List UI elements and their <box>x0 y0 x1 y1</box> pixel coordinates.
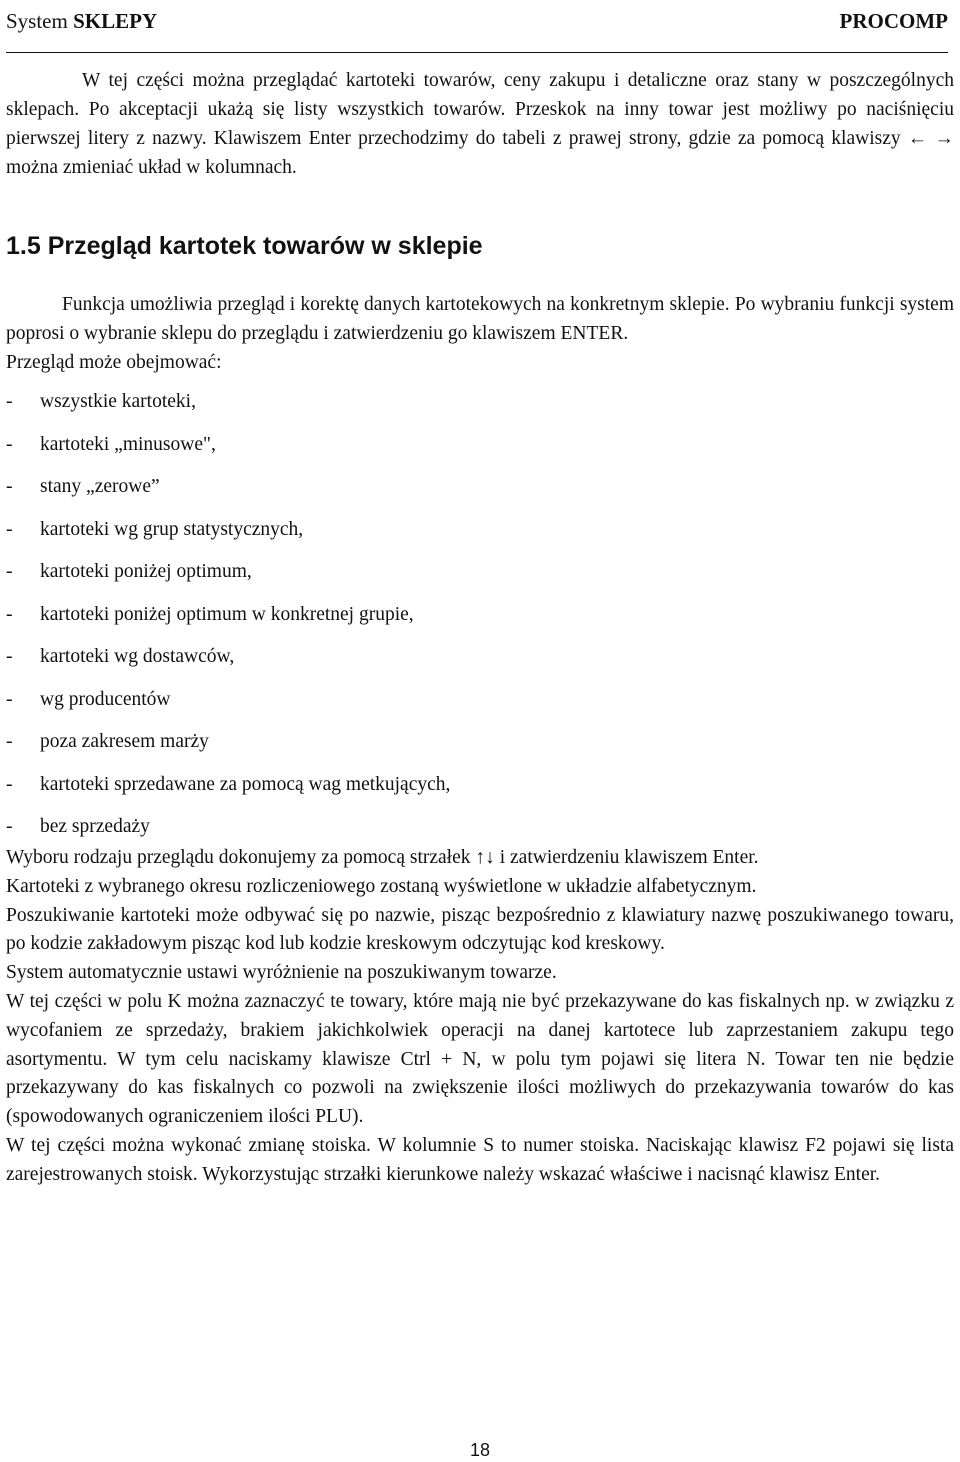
list-item: - wszystkie kartoteki, <box>6 391 196 412</box>
header-system-name: SKLEPY <box>73 9 158 33</box>
page-content <box>6 66 954 1190</box>
list-item: - kartoteki sprzedawane za pomocą wag metkujących, <box>6 773 451 795</box>
review-options-list <box>6 387 954 844</box>
paragraph-search: Poszukiwanie kartoteki może odbywać się po nazwie, pisząc bezpośrednio z klawiatury nazwę poszukiwanego towaru, po kodzie zakładowym pisząc kod lub kodzie kreskowym odczytując kod kreskowy. <box>6 904 954 955</box>
header-system-label: System <box>6 9 68 33</box>
paragraph-stand: W tej części można wykonać zmianę stoiska. W kolumnie S to numer stoiska. Naciskając klawisz F2 pojawi się lista zarejestrowanych stoisk. Wykorzystując strzałki kierunkowe należy wskazać właściwe i nacisnąć klawisz Enter. <box>6 1134 954 1185</box>
header-left <box>6 9 157 34</box>
paragraph-period: Kartoteki z wybranego okresu rozliczeniowego zostaną wyświetlone w układzie alfabetycznym. <box>6 875 757 897</box>
page-header <box>6 0 948 53</box>
list-item: - stany „zerowe” <box>6 476 160 497</box>
section-title: 1.5 Przegląd kartotek towarów w sklepie <box>6 232 483 260</box>
intro-paragraph: W tej części można przeglądać kartoteki towarów, ceny zakupu i detaliczne oraz stany w poszczególnych sklepach. Po akceptacji ukażą się listy wszystkich towarów. Przeskok na inny towar jest możliwy po naciśnięciu pierwszej litery z nazwy. Klawiszem Enter przechodzimy do tabeli z prawej strony, gdzie za pomocą klawiszy ← → można zmieniać układ w kolumnach. <box>6 70 954 178</box>
body-text <box>6 844 954 1190</box>
paragraph-field-k: W tej części w polu K można zaznaczyć te towary, które mają nie być przekazywane do kas fiskalnych np. w związku z wycofaniem ze sprzedaży, brakiem jakichkolwiek operacji na danej kartotece lub zaprzestaniem zakupu tego asortymentu. W tym celu naciskamy klawisze Ctrl + N, w polu tym pojawi się litera N. Towar ten nie będzie przekazywany do kas fiskalnych co pozwoli na zwiększenie ilości możliwych do przekazywania towarów do kas (spowodowanych ograniczeniem ilości PLU). <box>6 990 954 1128</box>
list-item: - kartoteki poniżej optimum, <box>6 561 252 582</box>
list-intro: Przegląd może obejmować: <box>6 352 222 373</box>
list-item: - kartoteki wg grup statystycznych, <box>6 518 304 540</box>
list-item: - kartoteki poniżej optimum w konkretnej grupie, <box>6 603 414 625</box>
list-item: - kartoteki wg dostawców, <box>6 646 235 667</box>
list-item: - bez sprzedaży <box>6 816 150 837</box>
function-description: Funkcja umożliwia przegląd i korektę danych kartotekowych na konkretnym sklepie. Po wybraniu funkcji system poprosi o wybranie sklepu do przeglądu i zatwierdzeniu go klawiszem ENTER. <box>6 294 954 344</box>
paragraph-highlight: System automatycznie ustawi wyróżnienie na poszukiwanym towarze. <box>6 962 557 984</box>
list-item: - kartoteki „minusowe", <box>6 433 216 455</box>
header-company: PROCOMP <box>839 9 948 33</box>
page-number: 18 <box>469 1440 491 1460</box>
list-item: - wg producentów <box>6 688 171 710</box>
list-item: - poza zakresem marży <box>6 731 209 752</box>
paragraph-selection: Wyboru rodzaju przeglądu dokonujemy za pomocą strzałek ↑↓ i zatwierdzeniu klawiszem Enter. <box>6 847 759 868</box>
